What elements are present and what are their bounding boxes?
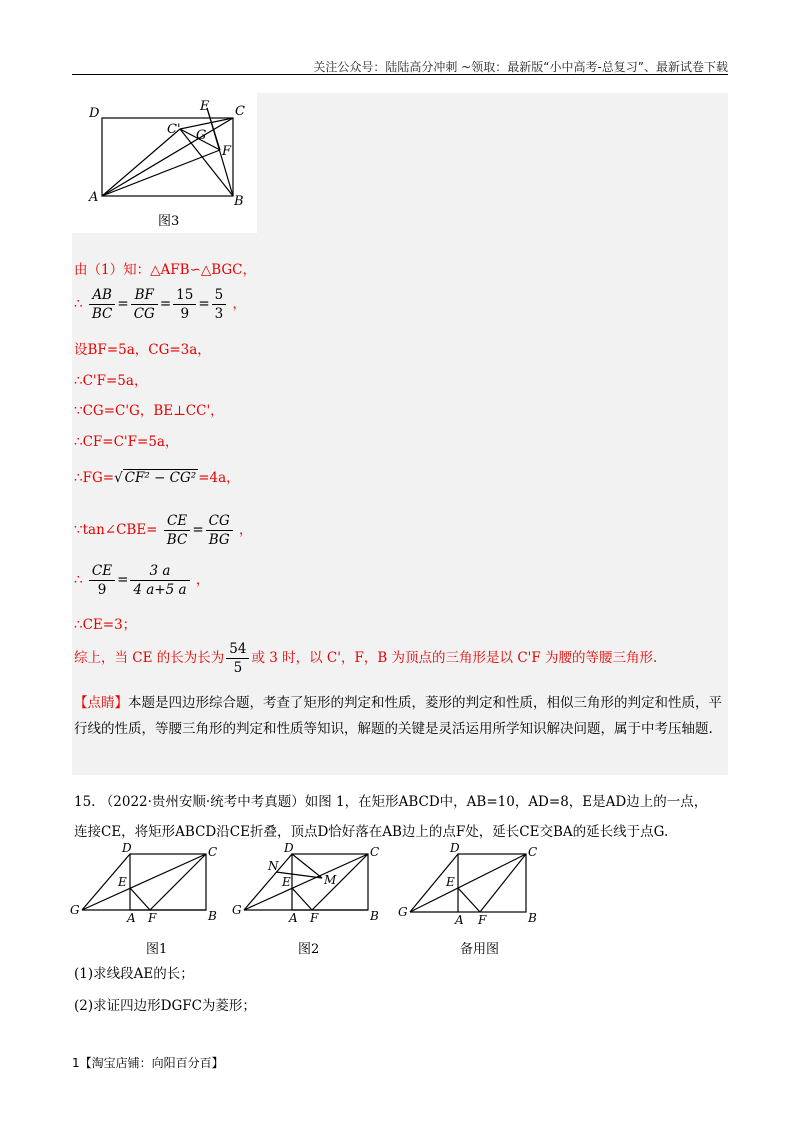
fig3-caption: 图3 bbox=[158, 214, 180, 229]
spare-label-a: A bbox=[455, 913, 464, 927]
fig2-label-a: A bbox=[289, 911, 298, 925]
fig2-label-m: M bbox=[324, 873, 337, 887]
solution-line-2: ∴ $\frac{AB}{BC}$ = $\frac{BF}{CG}$ = $\frac{15}{9}$ = $\frac{5}{3}$ ， bbox=[74, 287, 247, 322]
fig2-label-e: E bbox=[282, 875, 291, 889]
solution-line-11 bbox=[74, 640, 657, 677]
fig2-label-g: G bbox=[232, 903, 242, 917]
l8-frac-1: $\frac{CE}{BC}$ bbox=[164, 512, 191, 549]
solution-line-4: ∴C'F=5a， bbox=[74, 373, 148, 389]
comment-tag: 【点睛】 bbox=[74, 695, 128, 711]
fig2-label-f: F bbox=[310, 911, 319, 925]
solution-line-6: ∴CF=C'F=5a， bbox=[74, 434, 179, 450]
spare-label-d: D bbox=[450, 842, 460, 855]
figure-3 bbox=[72, 93, 257, 233]
spare-label-c: C bbox=[528, 845, 538, 859]
l2-prefix: ∴ bbox=[74, 296, 83, 312]
figure-1-caption: 图1 bbox=[146, 942, 168, 957]
header-rule bbox=[72, 74, 728, 75]
l7-suffix: =4a， bbox=[198, 470, 240, 486]
fig1-label-b: B bbox=[208, 909, 217, 923]
spare-figure-caption: 备用图 bbox=[460, 942, 500, 957]
l2-frac-2: $\frac{BF}{CG}$ bbox=[131, 286, 158, 323]
solution-line-9: ∴ $\frac{CE}{9}$ = $\frac{3 a}{4 a+5 a}$ ， bbox=[74, 563, 210, 598]
l2-suffix: ， bbox=[232, 296, 247, 312]
l8-frac-2: $\frac{CG}{BG}$ bbox=[206, 512, 233, 549]
spare-label-b: B bbox=[528, 911, 537, 925]
l2-frac-3: $\frac{15}{9}$ bbox=[173, 286, 196, 323]
solution-line-3: 设BF=5a，CG=3a， bbox=[74, 342, 211, 358]
spare-figure-drawing bbox=[410, 854, 526, 912]
solution-line-5: ∵CG=C'G，BE⊥CC'， bbox=[74, 403, 224, 419]
fig3-label-g: G bbox=[196, 128, 207, 143]
fig2-label-b: B bbox=[370, 909, 379, 923]
fig1-label-a: A bbox=[127, 911, 136, 925]
comment-paragraph bbox=[74, 690, 728, 742]
l8-prefix: ∵tan∠CBE= bbox=[74, 522, 158, 538]
fig3-label-c: C bbox=[235, 104, 245, 119]
figure-2-drawing bbox=[244, 854, 368, 910]
fig1-label-g: G bbox=[70, 903, 80, 917]
page-footer: 1【淘宝店铺：向阳百分百】 bbox=[72, 1056, 224, 1070]
fig2-label-c: C bbox=[370, 845, 380, 859]
problem15-line-1: 15. （2022·贵州安顺·统考中考真题）如图 1，在矩形ABCD中，AB=10，AD=8，E是AD边上的一点， bbox=[74, 794, 708, 810]
fig1-label-c: C bbox=[208, 845, 218, 859]
spare-label-f: F bbox=[478, 913, 487, 927]
spare-label-g: G bbox=[398, 905, 408, 919]
l11-suffix: 或 3 时，以 C'，F，B 为顶点的三角形是以 C'F 为腰的等腰三角形. bbox=[251, 650, 658, 666]
problem15-figures bbox=[60, 842, 580, 962]
spare-label-e: E bbox=[446, 875, 455, 889]
l7-radicand: CF² − CG² bbox=[124, 470, 197, 486]
l9-suffix: ， bbox=[195, 572, 210, 588]
fig3-label-b: B bbox=[234, 194, 244, 209]
figure-2-caption: 图2 bbox=[298, 942, 320, 957]
fig1-label-d: D bbox=[122, 842, 132, 855]
solution-line-1: 由（1）知：△AFB∽△BGC， bbox=[74, 262, 256, 278]
page-header-text: 关注公众号：陆陆高分冲刺 ~领取：最新版“小中高考-总复习”、最新试卷下载 bbox=[313, 60, 728, 74]
fig3-label-d: D bbox=[89, 106, 100, 121]
fig1-label-e: E bbox=[118, 875, 127, 889]
problem15-line-2: 连接CE，将矩形ABCD沿CE折叠，顶点D恰好落在AB边上的点F处，延长CE交BA的延长线于点G. bbox=[74, 824, 669, 840]
l11-prefix: 综上，当 CE 的长为长为 bbox=[74, 650, 225, 666]
fig2-label-n: N bbox=[268, 859, 279, 873]
fig2-label-d: D bbox=[284, 842, 294, 855]
l8-suffix: ， bbox=[239, 522, 253, 538]
figure-3-drawing bbox=[72, 93, 257, 233]
solution-line-7: ∴FG=√ CF² − CG² =4a， bbox=[74, 470, 240, 486]
l9-frac-2: $\frac{3 a}{4 a+5 a}$ bbox=[130, 562, 189, 599]
l9-frac-1: $\frac{CE}{9}$ bbox=[89, 562, 115, 599]
l11-frac: $\frac{54}{5}$ bbox=[226, 640, 249, 677]
l7-prefix: ∴FG= bbox=[74, 470, 115, 486]
question-1: (1)求线段AE的长； bbox=[74, 966, 194, 982]
fig3-label-c-prime: C' bbox=[167, 122, 181, 137]
fig3-label-e: E bbox=[200, 99, 210, 114]
l2-frac-4: $\frac{5}{3}$ bbox=[212, 286, 227, 323]
l9-prefix: ∴ bbox=[74, 572, 83, 588]
question-2: (2)求证四边形DGFC为菱形； bbox=[74, 998, 256, 1014]
fig3-label-a: A bbox=[89, 190, 99, 205]
figure-1-drawing bbox=[82, 854, 206, 910]
solution-line-10: ∴CE=3； bbox=[74, 617, 137, 633]
solution-line-8: ∵tan∠CBE= $\frac{CE}{BC}$ = $\frac{CG}{BG}$ ， bbox=[74, 513, 253, 548]
comment-text: 本题是四边形综合题，考查了矩形的判定和性质，菱形的判定和性质，相似三角形的判定和性质，平行线的性质，等腰三角形的判定和性质等知识，解题的关键是灵活运用所学知识解决问题，属于中考压轴题. bbox=[74, 695, 722, 737]
fig1-label-f: F bbox=[148, 911, 157, 925]
fig3-label-f: F bbox=[222, 144, 232, 159]
l2-frac-1: $\frac{AB}{BC}$ bbox=[89, 286, 116, 323]
